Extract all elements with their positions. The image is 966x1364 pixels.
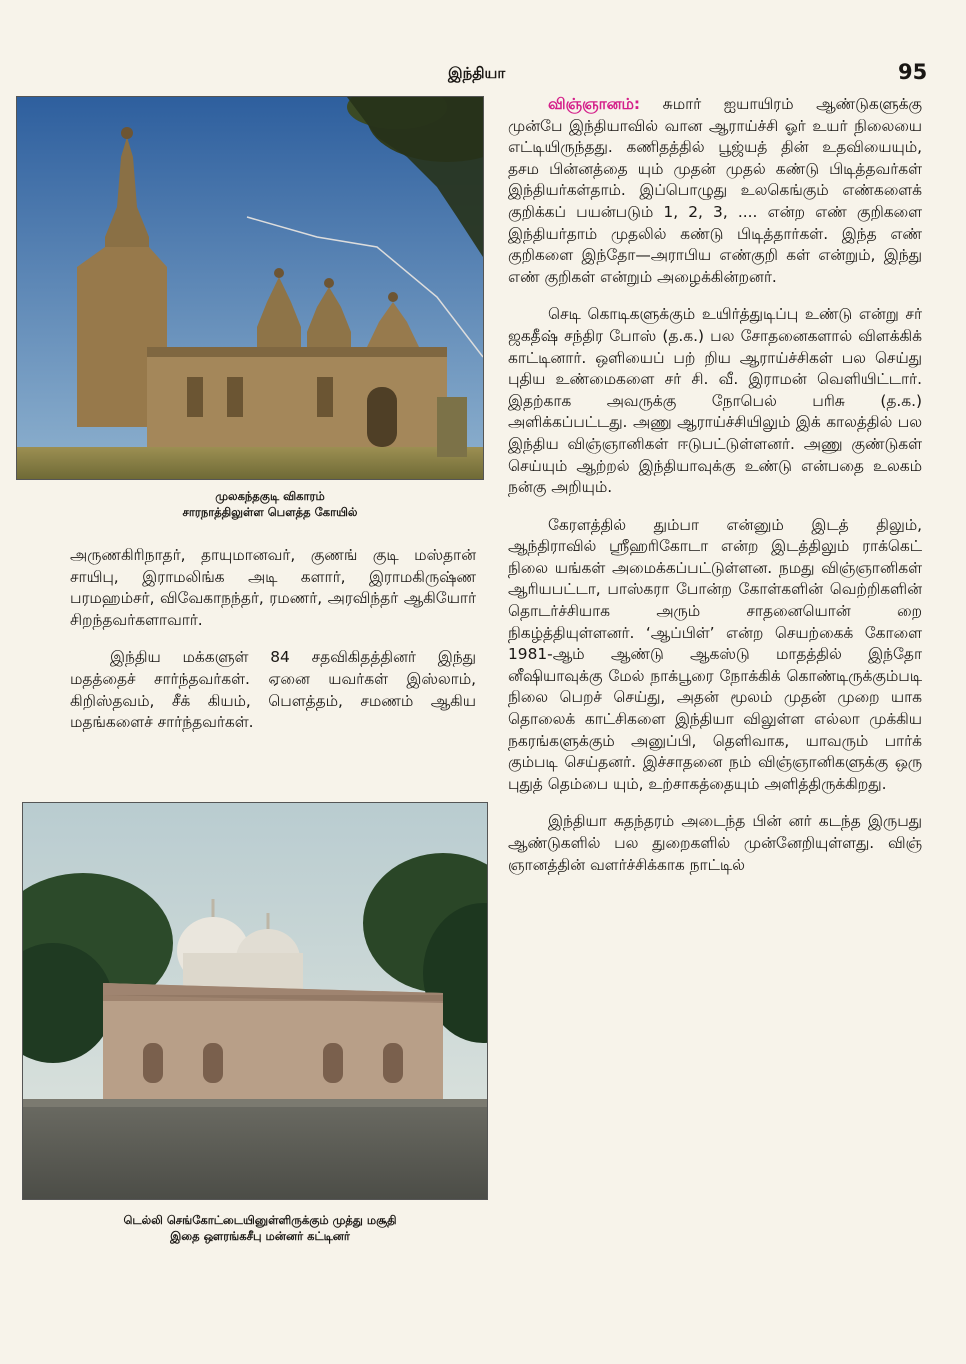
section-lead: விஞ்ஞானம்: <box>548 95 641 113</box>
paragraph: இந்தியா சுதந்தரம் அடைந்த பின் னர் கடந்த இருபது ஆண்டுகளில் பல துறைகளில் முன்னேறியுள்ளது. விஞ் ஞானத்தின் வளர்ச்சிக்காக நாட்டில் <box>508 812 922 874</box>
caption-line: இதை ஔரங்கசீபு மன்னர் கட்டினர் <box>170 1229 350 1243</box>
figure-caption-mosque <box>40 1212 480 1244</box>
caption-line: டெல்லி செங்கோட்டையினுள்ளிருக்கும் முத்து மசூதி <box>123 1213 397 1227</box>
paragraph: கேரளத்தில் தும்பா என்னும் இடத் திலும், ஆந்திராவில் ஸ்ரீஹரிகோடா என்ற இடத்திலும் ராக்கெட் நிலை யங்கள் அமைக்கப்பட்டுள்ளன. நமது விஞ்ஞானிகள் ஆரியபட்டா, பாஸ்கரா போன்ற கோள்களின் வெற்றிகளின் தொடர்ச்சியாக அரும் சாதனையொன் றை நிகழ்த்தியுள்ளனர். ‘ஆப்பிள்’ என்ற செயற்கைக் கோளை 1981-ஆம் ஆண்டு ஆகஸ்டு மாதத்தில் இந்தோ னீஷியாவுக்கு மேல் நாக்பூரை நோக்கிக் கொண்டிருக்கும்படி நிலை பெறச் செய்து, அதன் மூலம் முதன் முறை யாக தொலைக் காட்சிகளை இந்தியா விலுள்ள எல்லா முக்கிய நகரங்களுக்கும் அனுப்பி, தெளிவாக, யாவரும் பார்க் கும்படி செய்தனர். இச்சாதனை நம் விஞ்ஞானிகளுக்கு ஒரு புதுத் தெம்பை யும், உற்சாகத்தையும் அளித்திருக்கிறது. <box>508 515 922 793</box>
caption-line: முலகந்தகுடி விகாரம் <box>215 489 325 503</box>
paragraph: செடி கொடிகளுக்கும் உயிர்த்துடிப்பு உண்டு என்று சர் ஜகதீஷ் சந்திர போஸ் (த.க.) பல சோதனைகளால் விளக்கிக் காட்டினார். ஒளியைப் பற் றிய ஆராய்ச்சிகள் பல செய்து புதிய உண்மைகளை சர் சி. வீ. இராமன் வெளியிட்டார். இதற்காக அவருக்கு நோபெல் பரிசு (த.க.) அளிக்கப்பட்டது. அணு ஆராய்ச்சியிலும் இக் காலத்தில் பல இந்திய விஞ்ஞானிகள் ஈடுபட்டுள்ளனர். அணு குண்டுகள் செய்யும் ஆற்றல் இந்தியாவுக்கு உண்டு என்பதை உலகம் நன்கு அறியும். <box>508 305 922 497</box>
right-column <box>508 94 922 892</box>
paragraph: இந்திய மக்களுள் 84 சதவிகிதத்தினர் இந்து மதத்தைச் சார்ந்தவர்கள். ஏனை யவர்கள் இஸ்லாம், கிறிஸ்தவம், சீக் கியம், பௌத்தம், சமணம் ஆகிய மதங்களைச் சார்ந்தவர்கள். <box>70 648 476 732</box>
page-number: 95 <box>898 60 928 84</box>
running-title: இந்தியா <box>448 64 506 82</box>
paragraph <box>508 94 922 288</box>
paragraph-text: சுமார் ஐயாயிரம் ஆண்டுகளுக்கு முன்பே இந்தியாவில் வான ஆராய்ச்சி ஓர் உயர் நிலையை எட்டியிருந்தது. கணிதத்தில் பூஜ்யத் தின் உதவியையும், தசம பின்னத்தை யும் முதன் முதல் கண்டு பிடித்தவர்கள் இந்தியர்கள்தாம். இப்பொழுது உலகெங்கும் எண்களைக் குறிக்கப் பயன்படும் 1, 2, 3, .... என்ற எண் குறிகளை இந்தியர்தாம் முதலில் கண்டு பிடித்தார்கள். இந்த எண் குறிகளை இந்தோ—அராபிய எண்குறி கள் என்றும், இந்து எண் குறிகள் என்றும் அழைக்கின்றனர். <box>508 95 922 286</box>
caption-line: சாரநாத்திலுள்ள பௌத்த கோயில் <box>182 505 358 519</box>
left-column <box>70 545 476 750</box>
figure-caption-temple <box>120 488 420 520</box>
temple-photo <box>16 96 484 480</box>
paragraph: அருணகிரிநாதர், தாயுமானவர், குணங் குடி மஸ்தான் சாயிபு, இராமலிங்க அடி களார், இராமகிருஷ்ண பரமஹம்சர், விவேகாநந்தர், ரமணர், அரவிந்தர் ஆகியோர் சிறந்தவர்களாவார். <box>70 546 476 629</box>
mosque-photo <box>22 802 488 1200</box>
